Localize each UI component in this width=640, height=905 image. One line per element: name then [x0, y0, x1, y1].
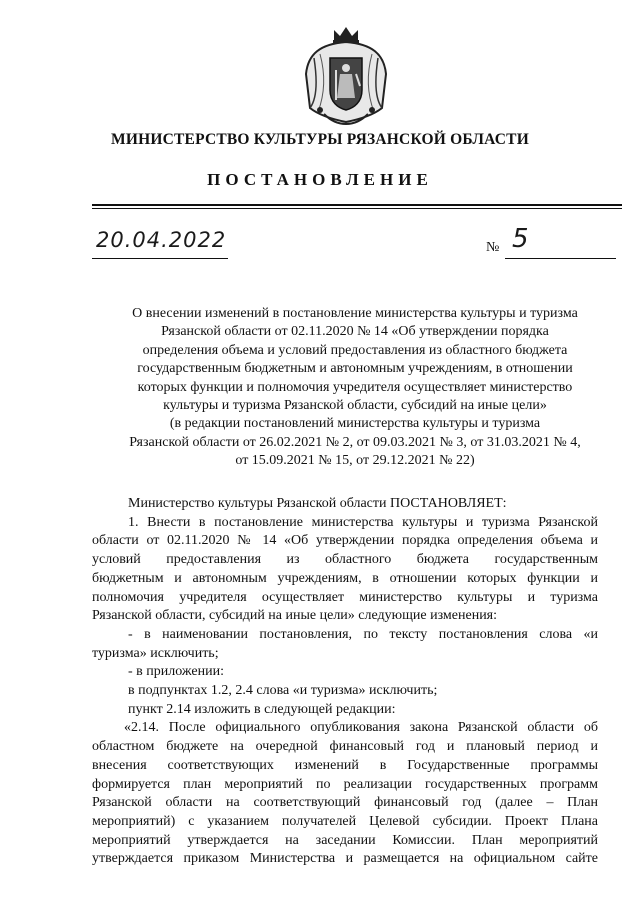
body-line: туризма» исключить;	[92, 645, 219, 661]
body-line: Рязанской области, субсидий на иные цели» следующие изменения:	[92, 608, 498, 624]
body-line: Рязанской области на соответствующий финансовый год (далее – План	[92, 795, 598, 811]
header-divider	[92, 204, 622, 206]
heading-line: Рязанской области от 02.11.2020 № 14 «Об утверждении порядка	[161, 324, 549, 340]
heading-line: государственным бюджетным и автономным учреждениям, в отношении	[137, 361, 573, 377]
number-sign: №	[486, 240, 500, 255]
heading-line: определения объема и условий предоставления из областного бюджета	[142, 342, 568, 358]
body-line: Министерство культуры Рязанской области ПОСТАНОВЛЯЕТ:	[128, 496, 507, 511]
body-line: - в наименовании постановления, по тексту постановления слова «и	[128, 626, 598, 642]
heading-line: которых функции и полномочия учредителя осуществляет министерство	[137, 379, 573, 395]
body-line: - в приложении:	[128, 664, 224, 680]
body-line: области от 02.11.2020 № 14 «Об утверждении порядка определения объема и	[92, 533, 598, 549]
ministry-name: МИНИСТЕРСТВО КУЛЬТУРЫ РЯЗАНСКОЙ ОБЛАСТИ	[111, 131, 529, 148]
body-line: полномочия учредителя осуществляет министерство культуры и туризма	[92, 589, 598, 605]
body-line: утверждается приказом Министерства и размещается на официальном сайте	[92, 851, 598, 867]
body-line: условий предоставления из областного бюджета государственным	[92, 552, 598, 568]
document-number: 5	[512, 224, 529, 254]
heading-line: культуры и туризма Рязанской области, субсидий на иные цели»	[163, 398, 547, 414]
document-date: 20.04.2022	[96, 228, 227, 252]
body-line: мероприятий утверждается на заседании Комиссии. План мероприятий	[92, 832, 598, 848]
document-body	[92, 495, 598, 869]
date-underline	[92, 258, 228, 259]
body-line: формируется план мероприятий по реализации государственных программ	[92, 776, 598, 792]
document-heading	[90, 305, 620, 471]
body-line: областном бюджете на очередной финансовый год и плановый период и	[92, 739, 598, 755]
header-divider-thin	[92, 208, 622, 209]
body-line: в подпунктах 1.2, 2.4 слова «и туризма» исключить;	[128, 683, 438, 699]
document-type: ПОСТАНОВЛЕНИЕ	[207, 170, 433, 189]
coat-of-arms-icon	[300, 24, 392, 128]
heading-line: (в редакции постановлений министерства культуры и туризма	[169, 416, 541, 432]
body-line: внесения соответствующих изменений в Государственные программы	[92, 757, 598, 773]
body-line: мероприятий) с указанием получателей Целевой субсидии. Проект Плана	[92, 813, 598, 829]
heading-line: от 15.09.2021 № 15, от 29.12.2021 № 22)	[235, 453, 475, 469]
heading-line: О внесении изменений в постановление министерства культуры и туризма	[132, 306, 578, 321]
body-line: 1. Внести в постановление министерства культуры и туризма Рязанской	[128, 514, 598, 530]
body-line: пункт 2.14 изложить в следующей редакции:	[128, 701, 396, 717]
number-underline	[505, 258, 616, 259]
heading-line: Рязанской области от 26.02.2021 № 2, от 09.03.2021 № 3, от 31.03.2021 № 4,	[129, 434, 581, 450]
body-line: «2.14. После официального опубликования закона Рязанской области об	[124, 720, 598, 736]
body-line: бюджетным и автономным учреждениям, в отношении которых функции и	[92, 570, 598, 586]
